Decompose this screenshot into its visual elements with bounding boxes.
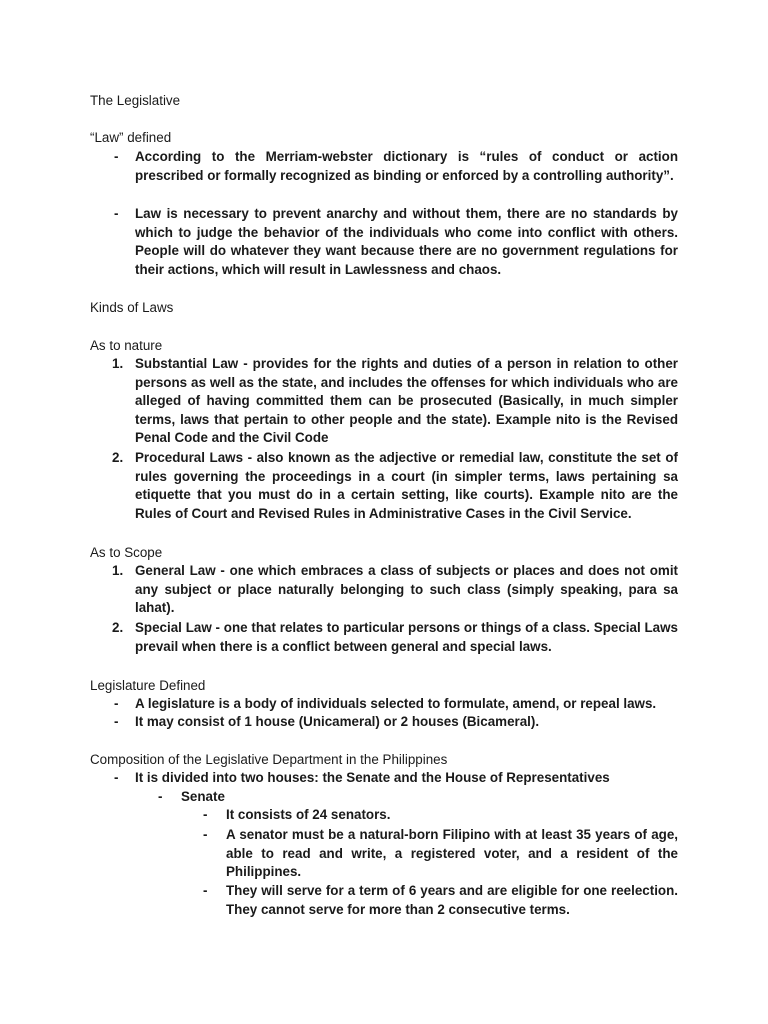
general-law-item: General Law - one which embraces a class of subjects or places and does not omit any subject or place naturally belonging to such class (simply speaking, para sa lahat). [135,563,678,616]
legislature-bullet-1: A legislature is a body of individuals selected to formulate, amend, or repeal laws. [135,696,657,711]
law-defined-heading: “Law” defined [90,130,172,145]
list-number: 2. [112,620,124,635]
bullet-dash: - [203,807,208,822]
as-to-nature-heading: As to nature [90,338,163,353]
bullet-dash: - [158,789,163,804]
composition-heading: Composition of the Legislative Department in the Philippines [90,752,448,767]
special-law-item: Special Law - one that relates to particular persons or things of a class. Special Laws prevail when there is a conflict between general and special laws. [135,620,678,654]
bullet-dash: - [114,149,119,164]
senate-bullet-1: It consists of 24 senators. [226,807,391,822]
kinds-of-laws-heading: Kinds of Laws [90,300,174,315]
procedural-laws-item: Procedural Laws - also known as the adjective or remedial law, constitute the set of rules governing the proceedings in a court (in simpler terms, laws pertaining sa etiquette that you must do in a certain setting, like courts). Example nito are the Rules of Court and Revised Rules in Administrative Cases in the Civil Service. [135,450,678,521]
bullet-dash: - [114,770,119,785]
list-number: 2. [112,450,124,465]
composition-bullet: It is divided into two houses: the Senate and the House of Representatives [135,770,610,785]
document-title: The Legislative [90,93,181,108]
bullet-dash: - [114,714,119,729]
bullet-dash: - [203,883,208,898]
list-number: 1. [112,563,124,578]
law-defined-bullet-1: According to the Merriam-webster dictionary is “rules of conduct or action prescribed or formally recognized as binding or enforced by a controlling authority”. [135,149,678,183]
senate-bullet-2: A senator must be a natural-born Filipino with at least 35 years of age, able to read and write, a registered voter, and a resident of the Philippines. [226,827,678,880]
bullet-dash: - [203,827,208,842]
bullet-dash: - [114,696,119,711]
substantial-law-item: Substantial Law - provides for the rights and duties of a person in relation to other persons as well as the state, and includes the offenses for which individuals who are alleged of having committed them can be prosecuted (Basically, in much simpler terms, laws that pertain to other people and the state). Example nito is the Revised Penal Code and the Civil Code [135,356,678,446]
as-to-scope-heading: As to Scope [90,545,163,560]
legislature-bullet-2: It may consist of 1 house (Unicameral) or 2 houses (Bicameral). [135,714,540,729]
list-number: 1. [112,356,124,371]
legislature-defined-heading: Legislature Defined [90,678,206,693]
bullet-dash: - [114,206,119,221]
senate-label: Senate [181,789,225,804]
law-defined-bullet-2: Law is necessary to prevent anarchy and without them, there are no standards by which to judge the behavior of the individuals who come into conflict with others. People will do whatever they want because there are no government regulations for their actions, which will result in Lawlessness and chaos. [135,206,678,277]
senate-bullet-3: They will serve for a term of 6 years and are eligible for one reelection. They cannot serve for more than 2 consecutive terms. [226,883,678,917]
